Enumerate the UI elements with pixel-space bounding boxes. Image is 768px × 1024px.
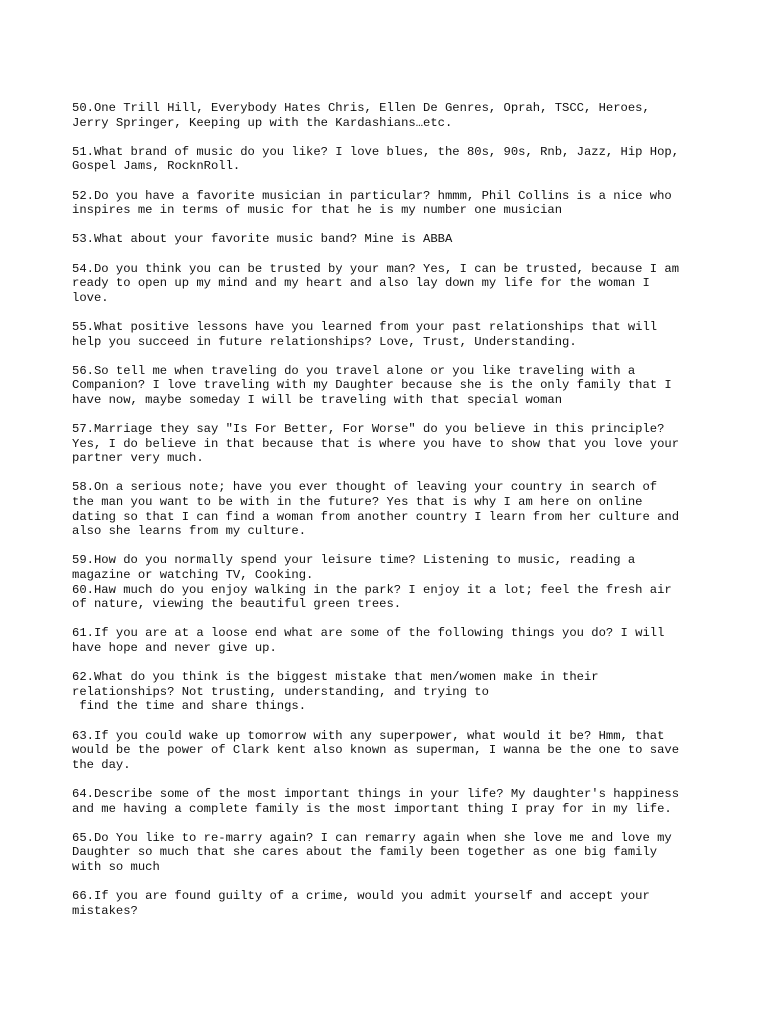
text-line: 57.Marriage they say "Is For Better, For Worse" do you believe in this principle? <box>72 422 665 437</box>
paragraph-q59 <box>72 553 702 582</box>
text-line: 53.What about your favorite music band? Mine is ABBA <box>72 232 453 247</box>
paragraph-q63 <box>72 729 702 773</box>
text-line: and me having a complete family is the most important thing I pray for in my life. <box>72 801 672 816</box>
text-line: the man you want to be with in the future? Yes that is why I am here on online <box>72 495 643 510</box>
text-line: also she learns from my culture. <box>72 524 307 539</box>
text-line: 63.If you could wake up tomorrow with any superpower, what would it be? Hmm, that <box>72 728 665 743</box>
text-line: 55.What positive lessons have you learned from your past relationships that will <box>72 319 658 334</box>
text-line: 66.If you are found guilty of a crime, would you admit yourself and accept your <box>72 889 650 904</box>
text-line: 58.On a serious note; have you ever thought of leaving your country in search of <box>72 480 658 495</box>
paragraph-q55 <box>72 320 702 349</box>
paragraph-q53 <box>72 232 702 247</box>
text-line: Gospel Jams, RocknRoll. <box>72 159 241 174</box>
paragraph-q51 <box>72 145 702 174</box>
text-line: 64.Describe some of the most important things in your life? My daughter's happiness <box>72 786 680 801</box>
paragraph-q66 <box>72 889 702 918</box>
text-line: love. <box>72 290 109 305</box>
text-line: 65.Do You like to re-marry again? I can remarry again when she love me and love my <box>72 830 672 845</box>
text-line: partner very much. <box>72 451 204 466</box>
paragraph-q64 <box>72 787 702 816</box>
paragraph-q54 <box>72 262 702 306</box>
text-line: 51.What brand of music do you like? I love blues, the 80s, 90s, Rnb, Jazz, Hip Hop, <box>72 144 680 159</box>
text-line: 59.How do you normally spend your leisure time? Listening to music, reading a <box>72 553 636 568</box>
paragraph-q60 <box>72 583 702 612</box>
paragraph-q50 <box>72 101 702 130</box>
text-line: Daughter so much that she cares about the family been together as one big family <box>72 845 658 860</box>
text-line: Yes, I do believe in that because that is where you have to show that you love your <box>72 436 680 451</box>
text-line: 50.One Trill Hill, Everybody Hates Chris, Ellen De Genres, Oprah, TSCC, Heroes, <box>72 101 650 115</box>
text-line: of nature, viewing the beautiful green trees. <box>72 597 402 612</box>
text-line: 54.Do you think you can be trusted by your man? Yes, I can be trusted, because I am <box>72 261 680 276</box>
paragraph-q65 <box>72 831 702 875</box>
text-line: mistakes? <box>72 903 138 918</box>
paragraph-q52 <box>72 189 702 218</box>
paragraph-q56 <box>72 364 702 408</box>
text-line: Companion? I love traveling with my Daughter because she is the only family that I <box>72 378 672 393</box>
text-line: have hope and never give up. <box>72 640 277 655</box>
text-line: 60.Haw much do you enjoy walking in the park? I enjoy it a lot; feel the fresh air <box>72 582 672 597</box>
text-line: find the time and share things. <box>72 699 307 714</box>
text-line: 62.What do you think is the biggest mistake that men/women make in their <box>72 670 599 685</box>
text-line: 52.Do you have a favorite musician in particular? hmmm, Phil Collins is a nice who <box>72 188 672 203</box>
paragraph-q57 <box>72 422 702 466</box>
text-line: dating so that I can find a woman from another country I learn from her culture and <box>72 509 680 524</box>
text-line: would be the power of Clark kent also known as superman, I wanna be the one to save <box>72 743 680 758</box>
text-line: ready to open up my mind and my heart and also lay down my life for the woman I <box>72 276 650 291</box>
text-line: help you succeed in future relationships? Love, Trust, Understanding. <box>72 334 577 349</box>
document-page <box>72 101 702 933</box>
text-line: inspires me in terms of music for that he is my number one musician <box>72 203 563 218</box>
text-line: 56.So tell me when traveling do you travel alone or you like traveling with a <box>72 363 636 378</box>
paragraph-q62 <box>72 670 702 714</box>
text-line: relationships? Not trusting, understanding, and trying to <box>72 684 489 699</box>
text-line: have now, maybe someday I will be traveling with that special woman <box>72 392 563 407</box>
text-line: with so much <box>72 859 160 874</box>
paragraph-q58 <box>72 480 702 538</box>
text-line: the day. <box>72 757 131 772</box>
paragraph-q61 <box>72 626 702 655</box>
text-line: 61.If you are at a loose end what are some of the following things you do? I will <box>72 626 665 641</box>
text-line: magazine or watching TV, Cooking. <box>72 568 314 582</box>
text-line: Jerry Springer, Keeping up with the Kardashians…etc. <box>72 115 453 130</box>
